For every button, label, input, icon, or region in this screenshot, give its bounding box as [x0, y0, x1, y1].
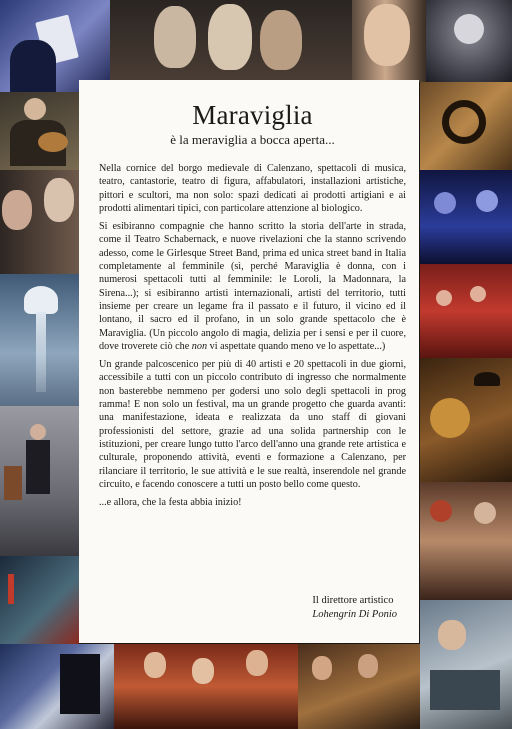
paragraph-companies-end: vi aspettate quando meno ve lo aspettate...) [207, 340, 386, 352]
photo-accordion-singers [114, 644, 298, 729]
photo-audience-musicians [298, 644, 420, 729]
photo-man-with-book [0, 0, 110, 92]
signature-role: Il direttore artistico [312, 595, 394, 606]
paragraph-closing: ...e allora, che la festa abbia inizio! [99, 497, 242, 509]
photo-street-band [420, 264, 512, 358]
photo-jellyfish-installation [0, 274, 79, 406]
photo-night-scene [0, 556, 79, 644]
festival-title: Maraviglia [192, 100, 313, 130]
photo-faces-close [0, 170, 79, 274]
photo-painter [420, 600, 512, 729]
photo-young-man-portrait [352, 0, 426, 82]
photo-guitarist [0, 92, 79, 170]
photo-storyteller [420, 358, 512, 482]
photo-dancer [0, 406, 79, 556]
paragraph-stage: Un grande palcoscenico per più di 40 artisti e 20 spettacoli in due giorni, accessibile a tutti con un piccolo contributo di ingresso che normalmente non basterebbe nemmeno per godersi uno solo degli spettacoli in prog ramma! E non solo un festival, ma un grande progetto che guarda avanti: una manifestazione, ideata e realizzata da uno staff di giovani professionisti del settore, grazie ad una solida partnership con le istituzioni, per creare lungo tutto l'arco dell'anno una grande rete artistica e culturale, proponendo attività, eventi e formazione a Calenzano, per rilanciare il territorio, le sue attività e le sue realtà, inserendole nel grande circuito, e facendo conoscere a tutti un posto bello come questo. [99, 359, 406, 490]
signature-block [312, 594, 397, 622]
paragraph-companies-text: Si esibiranno compagnie che hanno scritto la storia dell'arte in strada, come il Teatro Schabernack, e nuove rivelazioni che la stanno scrivendo adesso, come le Girlesque Street Band, prima ed unica street band in Italia completamente al femminile (sì, perché Maraviglia è donna, con i numerosi spettacoli tutti al femminile: le Loroli, la Madonnara, la Sirena...); si esibiranno artisti internazionali, artisti del territorio, tutti insieme per creare un legame fra il passato e il futuro, il vicino ed il lontano, il sacro ed il profano, in un solo grande spettacolo che è Maraviglia. (Un piccolo angolo di magia, delizia per i sensi e per il cuore, dove troverete ciò che [99, 221, 406, 352]
festival-subtitle: è la meraviglia a bocca aperta... [170, 132, 335, 147]
paragraph-companies-emphasis: non [191, 340, 208, 352]
photo-accordion-musicians [420, 482, 512, 600]
photo-spiral-detail [420, 82, 512, 170]
paragraph-intro: Nella cornice del borgo medievale di Calenzano, spettacoli di musica, teatro, cantastorie, teatro di figura, affabulatori, installazioni artistiche, pittori e scultori, ma non solo: spazi dedicati ai prodotti artigiani e ai prodotti alimentari tipici, con particolare attenzione al biologico. [99, 163, 406, 214]
photo-graffiti-wall [0, 644, 114, 729]
photo-puppet-masks [110, 0, 352, 82]
signature-name: Lohengrin Di Ponio [312, 609, 397, 620]
paragraph-companies [99, 220, 406, 353]
text-panel [79, 80, 419, 643]
photo-singers-blue [420, 170, 512, 264]
photo-handpan [426, 0, 512, 82]
